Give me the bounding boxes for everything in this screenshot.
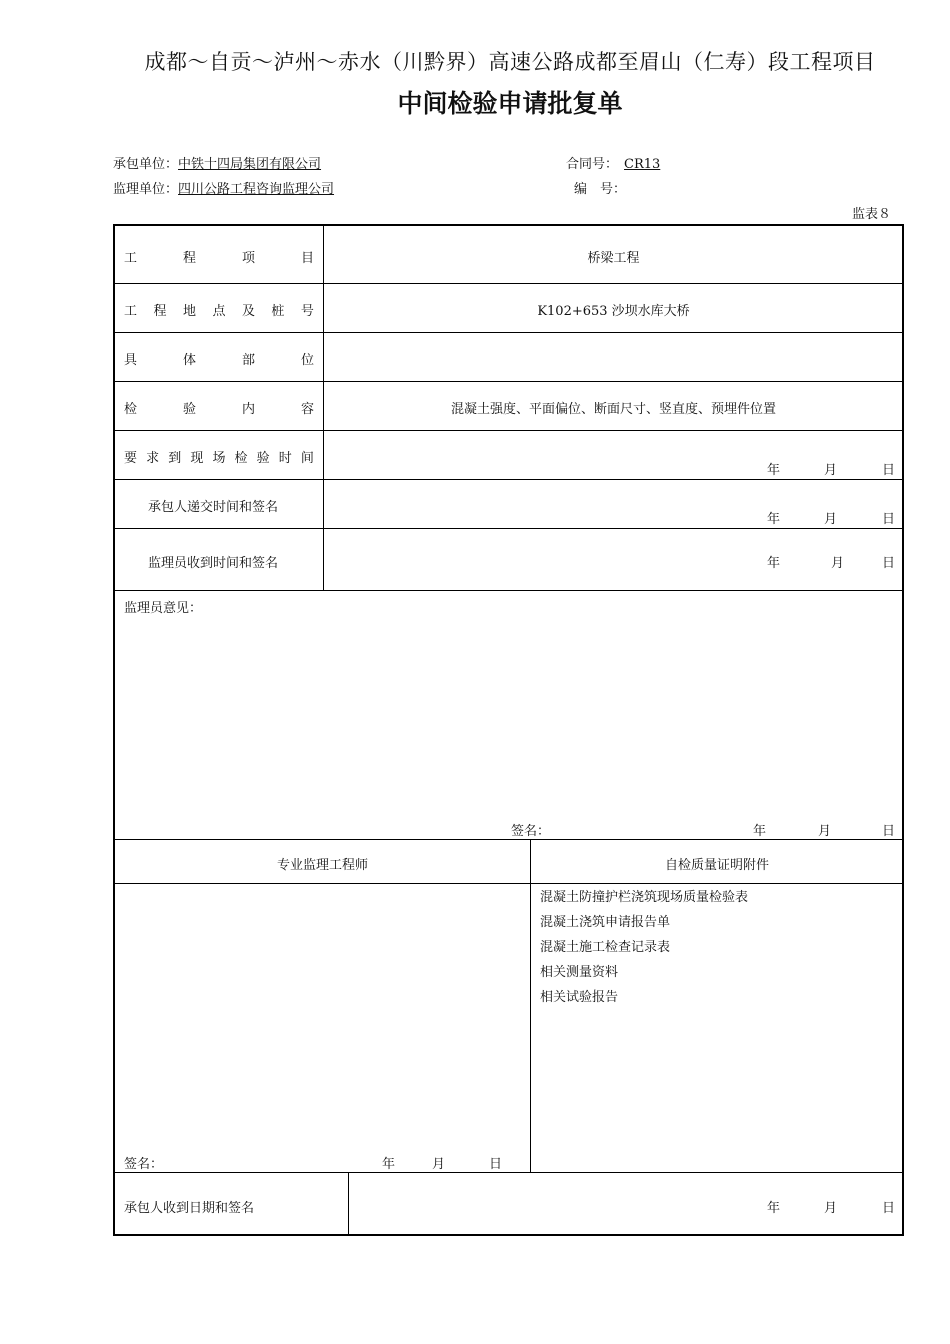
label-char: 目: [300, 251, 314, 266]
label-char: 程: [182, 251, 196, 266]
date-day: 日: [882, 556, 896, 571]
label-char: 体: [182, 353, 196, 368]
date-year: 年: [767, 512, 781, 527]
list-item: 相关试验报告: [540, 990, 619, 1005]
label-char: 场: [212, 451, 226, 466]
label-char: 要: [124, 451, 138, 466]
date-month: 月: [432, 1157, 446, 1172]
divider: [115, 1172, 902, 1173]
label-char: 工: [124, 304, 138, 319]
label-char: 桩: [271, 304, 285, 319]
label-char: 点: [212, 304, 226, 319]
date-month: 月: [818, 824, 832, 839]
supervisor-label: 监理单位：: [113, 182, 179, 197]
approval-form: [113, 224, 904, 1236]
divider: [115, 590, 902, 591]
contract-no-value: CR13: [624, 157, 661, 172]
label-char: 验: [182, 402, 196, 417]
opinion-label: 监理员意见：: [124, 601, 203, 616]
date-year: 年: [382, 1157, 396, 1172]
label-char: 地: [182, 304, 196, 319]
divider: [115, 381, 902, 382]
label-char: 容: [300, 402, 314, 417]
divider: [530, 839, 531, 1172]
label-char: 验: [256, 451, 270, 466]
label-char: 程: [153, 304, 167, 319]
opinion-sign-label: 签名：: [511, 824, 551, 839]
list-item: 混凝土浇筑申请报告单: [540, 915, 671, 930]
divider: [115, 479, 902, 480]
receive-label: 监理员收到时间和签名: [148, 556, 279, 571]
label-char: 工: [124, 251, 138, 266]
project-value: 桥梁工程: [587, 251, 640, 266]
project-title: 成都～自贡～泸州～赤水（川黔界）高速公路成都至眉山（仁寿）段工程项目: [144, 50, 876, 74]
supervisor-value: 四川公路工程咨询监理公司: [178, 182, 335, 197]
label-char: 检: [124, 402, 138, 417]
contractor-line: [113, 153, 321, 172]
form-number: 监表８: [852, 207, 892, 222]
contractor-label: 承包单位：: [113, 157, 179, 172]
label-char: 间: [300, 451, 314, 466]
attachments-list: [540, 885, 748, 1010]
date-month: 月: [824, 463, 838, 478]
serial-label: 编 号：: [574, 182, 627, 197]
label-char: 时: [278, 451, 292, 466]
divider: [115, 430, 902, 431]
date-year: 年: [767, 556, 781, 571]
label-char: 求: [146, 451, 160, 466]
list-item: 混凝土防撞护栏浇筑现场质量检验表: [540, 890, 749, 905]
label-char: 到: [168, 451, 182, 466]
project-label-cell: [124, 247, 314, 266]
date-day: 日: [882, 1201, 896, 1216]
date-year: 年: [753, 824, 767, 839]
date-day: 日: [489, 1157, 503, 1172]
divider: [115, 883, 902, 884]
date-month: 月: [824, 1201, 838, 1216]
contract-no-line: [566, 153, 666, 172]
date-year: 年: [767, 463, 781, 478]
contractor-value: 中铁十四局集团有限公司: [178, 157, 322, 172]
date-month: 月: [824, 512, 838, 527]
divider: [115, 283, 902, 284]
date-year: 年: [767, 1201, 781, 1216]
divider: [348, 1172, 349, 1234]
serial-line: [574, 178, 654, 197]
label-char: 项: [241, 251, 255, 266]
date-day: 日: [882, 512, 896, 527]
engineer-sign-label: 签名：: [124, 1157, 164, 1172]
label-char: 现: [190, 451, 204, 466]
list-item: 相关测量资料: [540, 965, 619, 980]
label-char: 及: [241, 304, 255, 319]
location-value: K102+653 沙坝水库大桥: [537, 304, 690, 319]
divider: [115, 839, 902, 840]
label-char: 内: [241, 402, 255, 417]
content-value: 混凝土强度、平面偏位、断面尺寸、竖直度、预埋件位置: [450, 402, 776, 417]
form-title: 中间检验申请批复单: [397, 89, 623, 118]
contract-no-label: 合同号：: [566, 157, 619, 172]
label-char: 具: [124, 353, 138, 368]
date-day: 日: [882, 824, 896, 839]
time-label-cell: [124, 447, 314, 466]
engineer-header: 专业监理工程师: [276, 858, 368, 873]
divider: [115, 528, 902, 529]
date-month: 月: [831, 556, 845, 571]
label-char: 位: [300, 353, 314, 368]
list-item: 混凝土施工检查记录表: [540, 940, 671, 955]
location-label-cell: [124, 300, 314, 319]
attachments-header: 自检质量证明附件: [664, 858, 769, 873]
label-char: 号: [300, 304, 314, 319]
submit-label: 承包人递交时间和签名: [148, 500, 279, 515]
supervisor-line: [113, 178, 334, 197]
label-char: 部: [241, 353, 255, 368]
label-char: 检: [234, 451, 248, 466]
part-label-cell: [124, 349, 314, 368]
date-day: 日: [882, 463, 896, 478]
divider: [115, 332, 902, 333]
content-label-cell: [124, 398, 314, 417]
contractor-receive-label: 承包人收到日期和签名: [124, 1201, 255, 1216]
